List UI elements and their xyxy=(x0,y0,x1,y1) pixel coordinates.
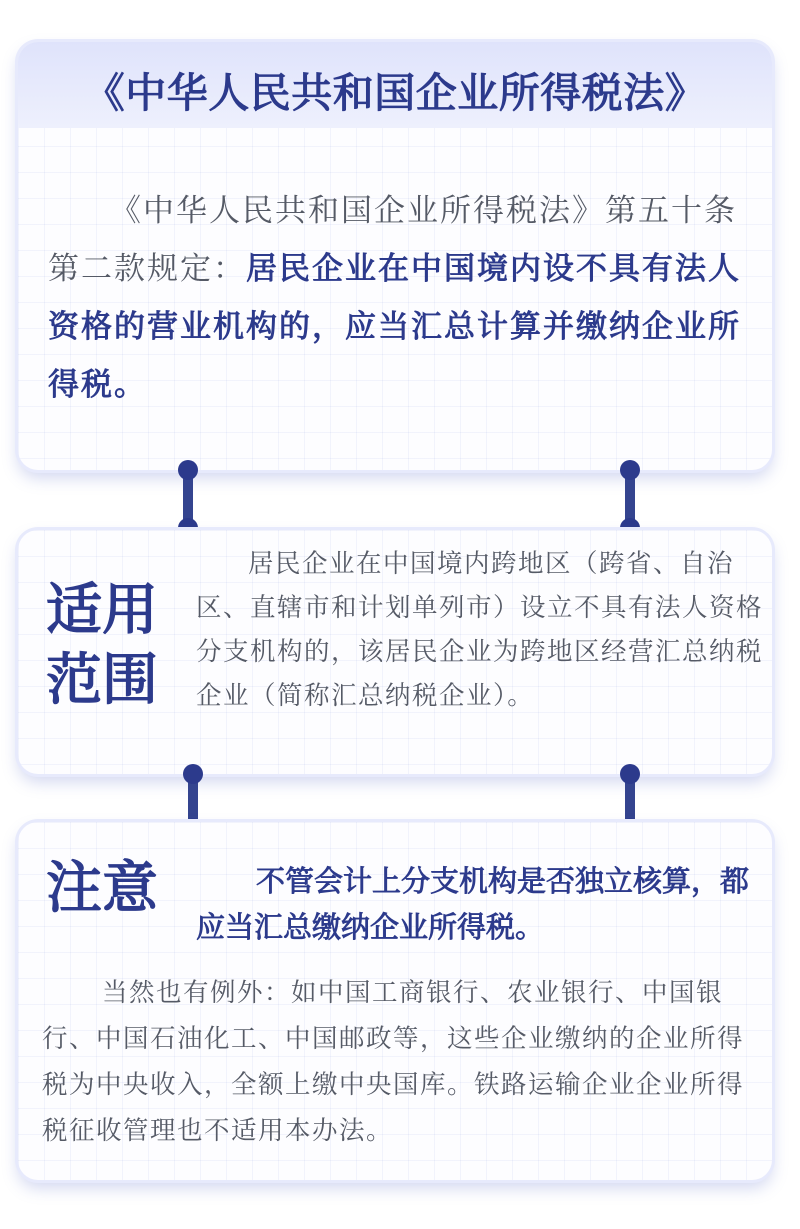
note-emphasis: 不管会计上分支机构是否独立核算，都应当汇总缴纳企业所得税。 xyxy=(196,864,750,944)
scope-card xyxy=(18,530,772,774)
connector-dot xyxy=(178,460,198,480)
law-emphasis: 居民企业在中国境内设不具有法人资格的营业机构的，应当汇总计算并缴纳企业所得税。 xyxy=(48,251,741,403)
connector-dot xyxy=(183,764,203,784)
note-paragraph xyxy=(42,970,762,1154)
connector-dot xyxy=(620,460,640,480)
note-emphasis-paragraph xyxy=(196,858,768,950)
law-card xyxy=(18,42,772,470)
scope-paragraph xyxy=(196,542,768,718)
scope-text: 居民企业在中国境内跨地区（跨省、自治区、直辖市和计划单列市）设立不具有法人资格分支机构的，该居民企业为跨地区经营汇总纳税企业（简称汇总纳税企业）。 xyxy=(196,549,764,711)
law-intro: 《中华人民共和国企业所得税法》第五十条第二款规定： xyxy=(48,193,737,287)
connector-dot xyxy=(620,764,640,784)
law-title: 《中华人民共和国企业所得税法》 xyxy=(83,69,707,117)
note-card xyxy=(18,822,772,1180)
scope-label: 适用范围 xyxy=(46,578,158,713)
note-label: 注意 xyxy=(46,856,158,921)
law-paragraph xyxy=(48,182,760,414)
note-text: 当然也有例外：如中国工商银行、农业银行、中国银行、中国石油化工、中国邮政等，这些企业缴纳的企业所得税为中央收入，全额上缴中央国库。铁路运输企业企业所得税征收管理也不适用本办法。 xyxy=(42,978,745,1146)
